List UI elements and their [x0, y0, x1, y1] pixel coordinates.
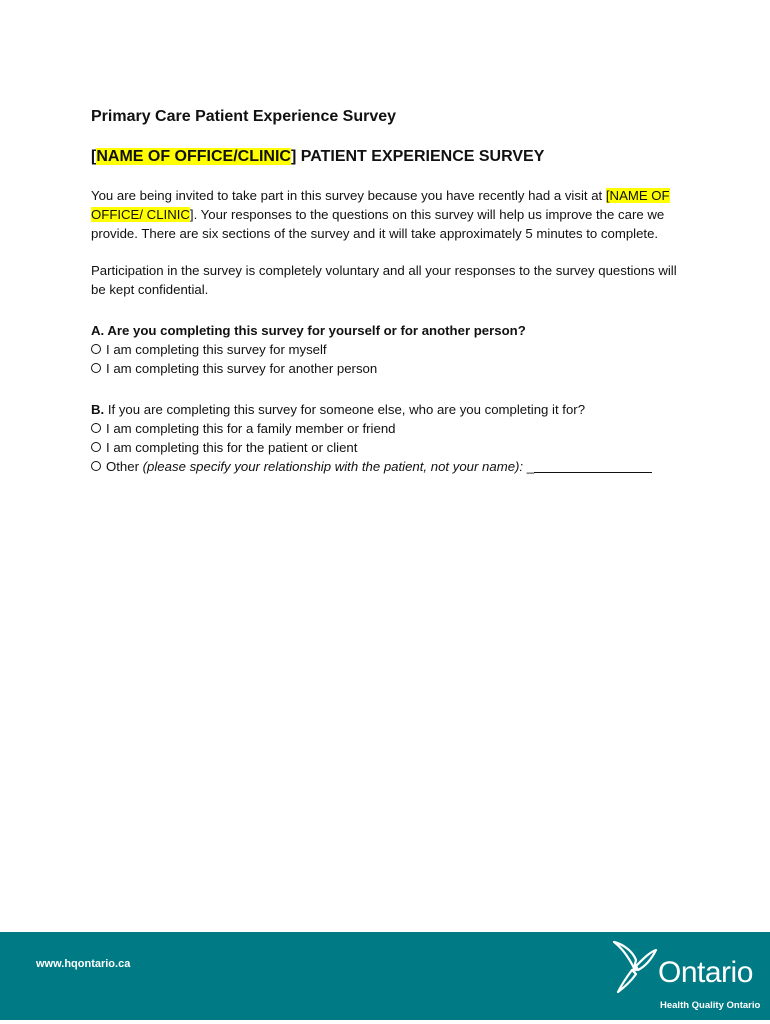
intro-paragraph: [91, 186, 691, 243]
participation-paragraph: Participation in the survey is completely voluntary and all your responses to the survey questions will be kept confidential.: [91, 263, 677, 297]
office-name-placeholder: NAME OF OFFICE/CLINIC: [96, 148, 291, 165]
option-other-label: Other: [106, 459, 143, 474]
question-a-text: Are you completing this survey for yourself or for another person?: [104, 323, 526, 338]
survey-heading: [91, 146, 691, 168]
option-label: I am completing this for the patient or client: [106, 440, 358, 455]
trillium-icon: [608, 938, 660, 994]
radio-circle-icon[interactable]: [91, 363, 101, 373]
question-b: [91, 400, 691, 476]
option-other-hint: (please specify your relationship with the patient, not your name):: [142, 459, 524, 474]
question-a-prompt: [91, 321, 691, 340]
option-label: I am completing this survey for another person: [106, 361, 378, 376]
option-other-blank-prefix: _: [523, 459, 535, 474]
survey-heading-text: PATIENT EXPERIENCE SURVEY: [296, 148, 545, 165]
other-specify-blank[interactable]: [534, 460, 652, 473]
logo-wordmark: Ontario: [658, 956, 753, 989]
radio-circle-icon[interactable]: [91, 442, 101, 452]
question-a-label: A.: [91, 323, 105, 338]
radio-circle-icon[interactable]: [91, 423, 101, 433]
radio-circle-icon[interactable]: [91, 344, 101, 354]
logo-subtitle: Health Quality Ontario: [660, 1000, 761, 1011]
radio-circle-icon[interactable]: [91, 461, 101, 471]
question-b-label: B.: [91, 402, 105, 417]
ontario-logo: [608, 938, 766, 1016]
option-label: I am completing this survey for myself: [106, 342, 327, 357]
document-title: Primary Care Patient Experience Survey: [91, 108, 397, 125]
option-myself[interactable]: [91, 340, 691, 359]
document-body: [91, 106, 691, 476]
bracket-close: ]: [290, 148, 297, 165]
option-patient-client[interactable]: [91, 438, 691, 457]
question-b-prompt: [91, 400, 691, 419]
footer-url[interactable]: www.hqontario.ca: [36, 958, 131, 970]
option-label: I am completing this for a family member or friend: [106, 421, 396, 436]
footer-bar: [0, 932, 770, 1020]
option-other[interactable]: [91, 457, 691, 476]
question-b-text: If you are completing this survey for someone else, who are you completing it for?: [104, 402, 586, 417]
intro-text-before: You are being invited to take part in this survey because you have recently had a visit at: [91, 188, 606, 203]
option-another-person[interactable]: [91, 359, 691, 378]
option-family-friend[interactable]: [91, 419, 691, 438]
intro-office-placeholder: [NAME OF OFFICE/ CLINIC: [91, 188, 670, 222]
question-a: [91, 321, 691, 378]
intro-text-after: ]. Your responses to the questions on this survey will help us improve the care we provide. There are six sections of the survey and it will take approximately 5 minutes to complete.: [91, 207, 665, 241]
bracket-open: [: [91, 148, 97, 165]
